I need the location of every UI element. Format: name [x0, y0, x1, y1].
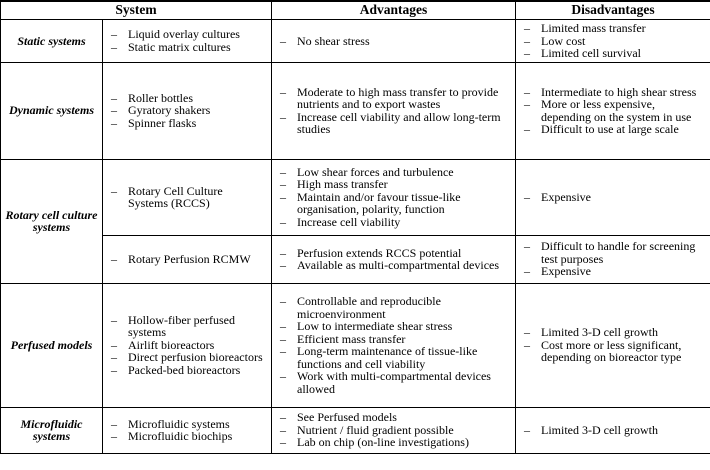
list-item: – See Perfused models	[280, 411, 509, 424]
header-row	[1, 1, 710, 20]
list-item: – Nutrient / fluid gradient possible	[280, 424, 509, 437]
list-item: – Rotary Perfusion RCMW	[111, 253, 265, 266]
list-item: – Long-term maintenance of tissue-like functions and cell viability	[280, 345, 509, 370]
list-item: – Limited 3-D cell growth	[524, 326, 704, 339]
list-item: – More or less expensive, depending on the system in use	[524, 98, 704, 123]
header-advantages: Advantages	[272, 1, 516, 20]
list-item: – Perfusion extends RCCS potential	[280, 247, 509, 260]
list-item: – Work with multi-compartmental devices allowed	[280, 370, 509, 395]
advantages-cell	[272, 159, 516, 235]
list-item: – Difficult to use at large scale	[524, 123, 704, 136]
table-row	[1, 407, 710, 453]
list-item: – Limited 3-D cell growth	[524, 424, 704, 437]
table-row	[1, 235, 710, 283]
subsystems-cell	[103, 20, 272, 63]
list-item: – Low shear forces and turbulence	[280, 166, 509, 179]
list-item: – Increase cell viability	[280, 216, 509, 229]
list-item: – Low cost	[524, 35, 704, 48]
subsystems-cell	[103, 235, 272, 283]
list-item: – Moderate to high mass transfer to provide nutrients and to export wastes	[280, 86, 509, 111]
list-item: – No shear stress	[280, 35, 509, 48]
list-item: – High mass transfer	[280, 178, 509, 191]
subsystems-cell	[103, 62, 272, 159]
list-item: – Efficient mass transfer	[280, 333, 509, 346]
disadvantages-cell	[516, 407, 710, 453]
table-row	[1, 62, 710, 159]
disadvantages-cell	[516, 20, 710, 63]
advantages-cell	[272, 283, 516, 407]
list-item: – Increase cell viability and allow long-term studies	[280, 111, 509, 136]
advantages-cell	[272, 62, 516, 159]
list-item: – Gyratory shakers	[111, 104, 265, 117]
disadvantages-cell	[516, 159, 710, 235]
system-group: Dynamic systems	[1, 62, 103, 159]
advantages-cell	[272, 235, 516, 283]
list-item: – Spinner flasks	[111, 117, 265, 130]
disadvantages-cell	[516, 235, 710, 283]
list-item: – Cost more or less significant, depending on bioreactor type	[524, 339, 704, 364]
list-item: – Intermediate to high shear stress	[524, 86, 704, 99]
list-item: – Limited mass transfer	[524, 22, 704, 35]
system-group: Rotary cell culture systems	[1, 159, 103, 283]
list-item: – Rotary Cell Culture Systems (RCCS)	[111, 185, 265, 210]
advantages-cell	[272, 20, 516, 63]
disadvantages-cell	[516, 283, 710, 407]
table-row	[1, 159, 710, 235]
list-item: – Expensive	[524, 265, 704, 278]
list-item: – Microfluidic biochips	[111, 430, 265, 443]
system-group: Perfused models	[1, 283, 103, 407]
advantages-cell	[272, 407, 516, 453]
list-item: – Roller bottles	[111, 92, 265, 105]
disadvantages-cell	[516, 62, 710, 159]
list-item: – Available as multi-compartmental devices	[280, 259, 509, 272]
list-item: – Airlift bioreactors	[111, 339, 265, 352]
list-item: – Microfluidic systems	[111, 418, 265, 431]
table-row	[1, 20, 710, 63]
header-disadvantages: Disadvantages	[516, 1, 710, 20]
list-item: – Expensive	[524, 191, 704, 204]
subsystems-cell	[103, 159, 272, 235]
system-group: Microfluidic systems	[1, 407, 103, 453]
system-group: Static systems	[1, 20, 103, 63]
list-item: – Low to intermediate shear stress	[280, 320, 509, 333]
list-item: – Difficult to handle for screening test purposes	[524, 240, 704, 265]
list-item: – Hollow-fiber perfused systems	[111, 314, 265, 339]
subsystems-cell	[103, 283, 272, 407]
list-item: – Static matrix cultures	[111, 41, 265, 54]
list-item: – Maintain and/or favour tissue-like organisation, polarity, function	[280, 191, 509, 216]
list-item: – Direct perfusion bioreactors	[111, 351, 265, 364]
list-item: – Liquid overlay cultures	[111, 28, 265, 41]
list-item: – Limited cell survival	[524, 47, 704, 60]
subsystems-cell	[103, 407, 272, 453]
table-row	[1, 283, 710, 407]
list-item: – Lab on chip (on-line investigations)	[280, 436, 509, 449]
list-item: – Packed-bed bioreactors	[111, 364, 265, 377]
list-item: – Controllable and reproducible microenvironment	[280, 295, 509, 320]
header-system: System	[1, 1, 272, 20]
